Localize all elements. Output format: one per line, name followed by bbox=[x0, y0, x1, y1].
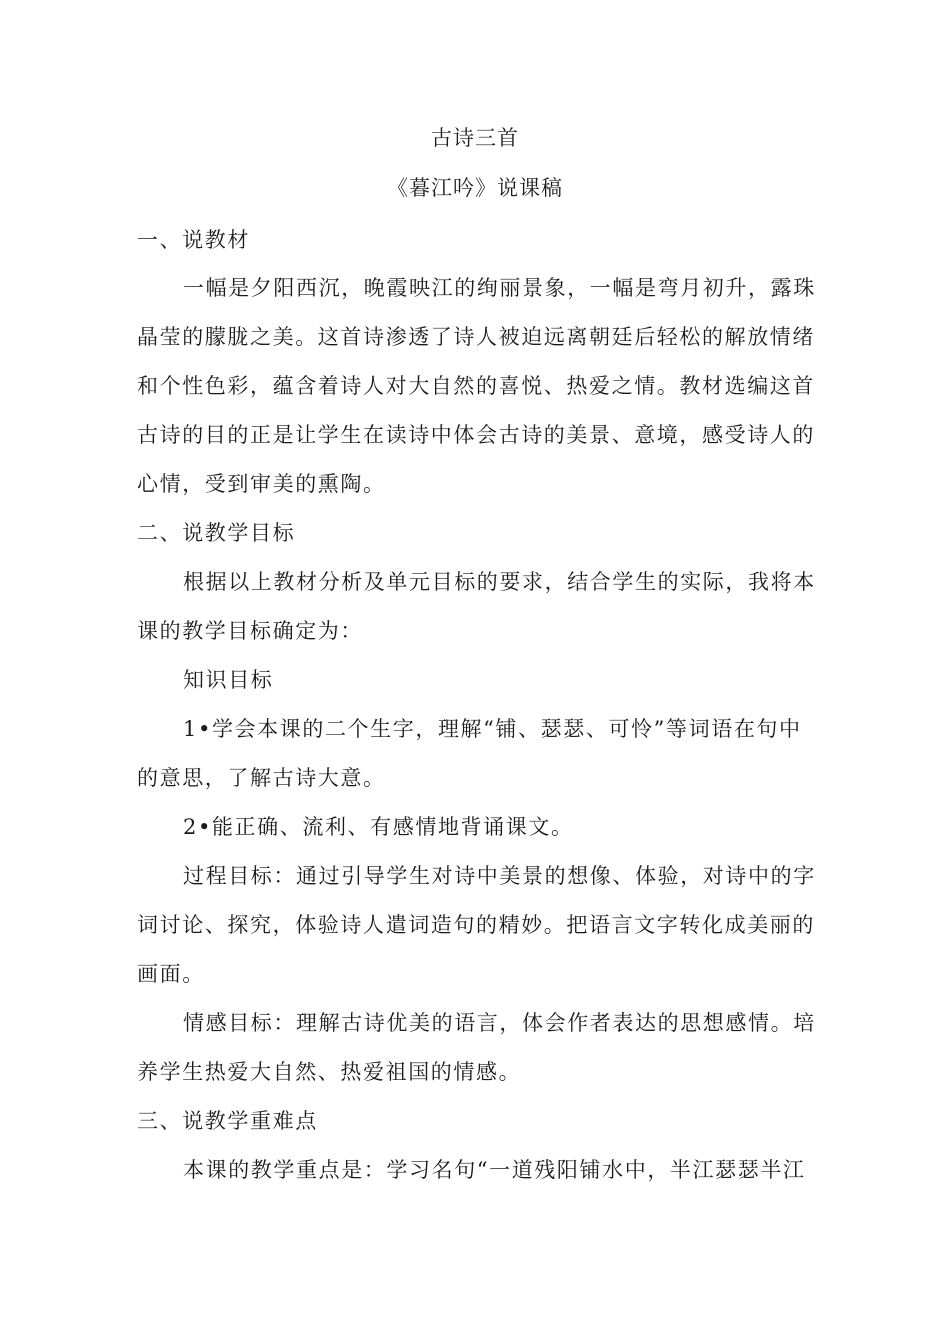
paragraph-line: 1•学会本课的二个生字，理解“铺、瑟瑟、可怜”等词语在句中 bbox=[183, 717, 802, 741]
document-title: 古诗三首 bbox=[431, 126, 519, 150]
paragraph-line: 根据以上教材分析及单元目标的要求，结合学生的实际，我将本 bbox=[183, 570, 816, 594]
section-heading: 三、说教学重难点 bbox=[137, 1109, 318, 1133]
document-subtitle: 《暮江吟》说课稿 bbox=[387, 176, 563, 200]
paragraph-line: 的意思，了解古诗大意。 bbox=[137, 766, 386, 790]
paragraph-line: 过程目标：通过引导学生对诗中美景的想像、体验，对诗中的字 bbox=[183, 864, 816, 888]
paragraph-line: 心情，受到审美的熏陶。 bbox=[137, 472, 386, 496]
paragraph-line: 词讨论、探究，体验诗人遣词造句的精妙。把语言文字转化成美丽的 bbox=[137, 913, 815, 937]
paragraph-line: 情感目标：理解古诗优美的语言，体会作者表达的思想感情。培 bbox=[183, 1011, 816, 1035]
section-heading: 一、说教材 bbox=[137, 228, 250, 252]
paragraph-line: 本课的教学重点是：学习名句“一道残阳铺水中，半江瑟瑟半江 bbox=[183, 1158, 806, 1182]
paragraph-line: 课的教学目标确定为： bbox=[137, 619, 363, 643]
paragraph-line: 一幅是夕阳西沉，晚霞映江的绚丽景象，一幅是弯月初升，露珠 bbox=[183, 276, 816, 300]
paragraph-line: 古诗的目的正是让学生在读诗中体会古诗的美景、意境，感受诗人的 bbox=[137, 423, 815, 447]
subheading: 知识目标 bbox=[183, 668, 274, 692]
section-heading: 二、说教学目标 bbox=[137, 521, 296, 545]
paragraph-line: 养学生热爱大自然、热爱祖国的情感。 bbox=[137, 1060, 522, 1084]
paragraph-line: 2•能正确、流利、有感情地背诵课文。 bbox=[183, 815, 574, 839]
paragraph-line: 画面。 bbox=[137, 962, 205, 986]
paragraph-line: 和个性色彩，蕴含着诗人对大自然的喜悦、热爱之情。教材选编这首 bbox=[137, 374, 815, 398]
paragraph-line: 晶莹的朦胧之美。这首诗渗透了诗人被迫远离朝廷后轻松的解放情绪 bbox=[137, 325, 815, 349]
